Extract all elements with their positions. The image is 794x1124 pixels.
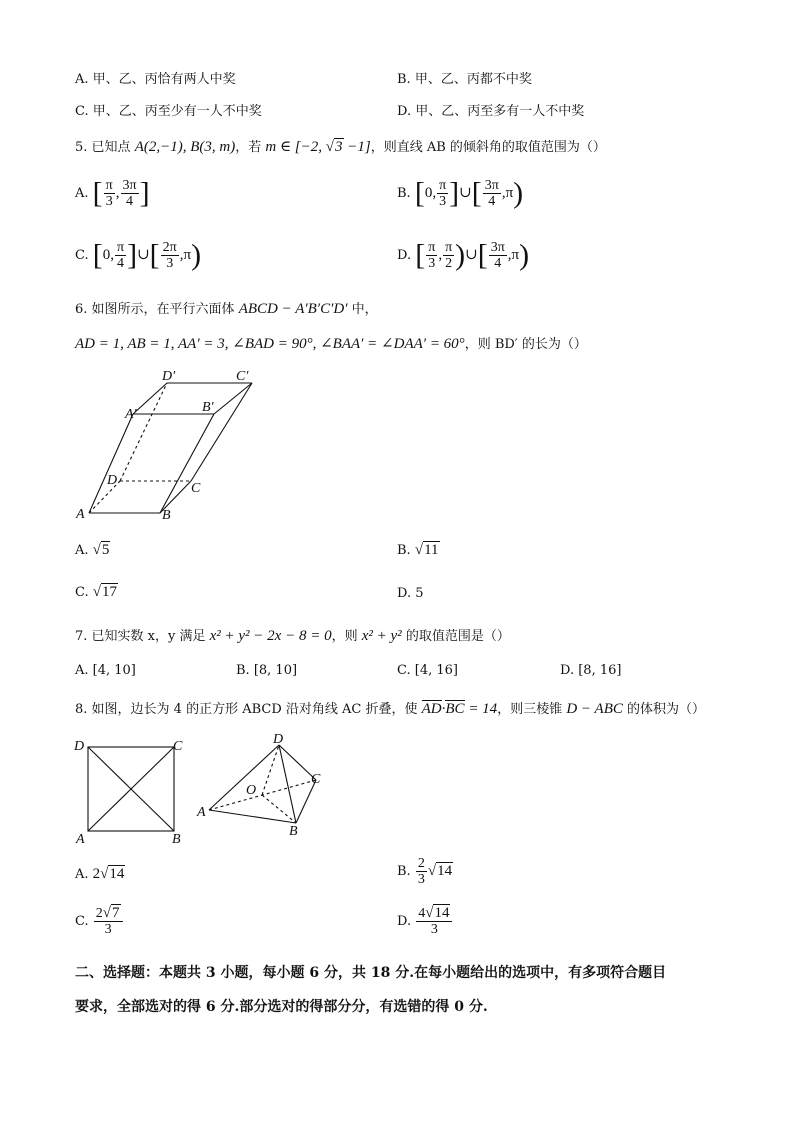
q6-tail: ，则 BD′ 的长为（）: [464, 337, 587, 352]
q8-option-c: C. $\frac{2√7}{3}$: [75, 906, 124, 937]
pyr-label-c: C: [311, 772, 321, 787]
q5-stem: [75, 136, 606, 156]
q5-option-d: D. [ $\frac{\pi}{3}$ , $\frac{\pi}{2}$ )∪[ $\frac{3\pi}{4}$ ,π): [397, 238, 530, 272]
q8-option-b: B. $\frac{2}{3}$ √14: [397, 856, 453, 887]
q8-stem: [75, 698, 705, 718]
q5-cond-radicand: 3: [335, 139, 343, 155]
q5-option-c: C. [0, $\frac{\pi}{4}$ ]∪[ $\frac{2\pi}{3}$ ,π): [75, 238, 202, 272]
q6-option-a: A. √5: [75, 542, 110, 558]
q7-tail: 的取值范围是（）: [405, 629, 510, 644]
pyr-label-b: B: [289, 824, 298, 839]
section2-line2: 要求，全部选对的得 6 分.部分选对的得部分分，有选错的得 0 分.: [75, 999, 488, 1015]
q7-option-d: D. [8, 16]: [560, 663, 622, 678]
q5-number: 5. 已知点: [75, 140, 131, 155]
q6-condition: AD = 1, AB = 1, AA′ = 3, ∠BAD = 90°, ∠BAA′ = ∠DAA′ = 60°: [75, 336, 465, 352]
q4-option-c: C. 甲、乙、丙至少有一人不中奖: [75, 104, 262, 119]
q8-mid: ，则三棱锥: [497, 702, 563, 717]
q8-number: 8. 如图，边长为 4 的正方形 ABCD 沿对角线 AC 折叠，使: [75, 702, 418, 717]
q7-mid: ，则: [331, 629, 358, 644]
q7-equation: x² + y² − 2x − 8 = 0: [209, 628, 332, 644]
sq-label-c: C: [173, 739, 183, 754]
q4-option-d: D. 甲、乙、丙至多有一人不中奖: [397, 104, 585, 119]
q4-option-a: A. 甲、乙、丙恰有两人中奖: [75, 72, 236, 87]
label-c-prime: C′: [236, 369, 249, 384]
q6-option-d: D. 5: [397, 586, 424, 601]
pyr-label-o: O: [246, 783, 257, 798]
parallelepiped-figure: [70, 368, 290, 524]
label-c: C: [191, 481, 201, 496]
label-b: B: [162, 508, 171, 523]
q5-mid: ，若: [235, 140, 262, 155]
section2-line1: 二、选择题：本题共 3 小题，每小题 6 分，共 18 分.在每小题给出的选项中，有多项符合题目: [75, 965, 667, 981]
q7-stem: [75, 625, 510, 645]
q6-solid: ABCD − A′B′C′D′: [238, 301, 348, 317]
sq-label-a: A: [76, 832, 85, 847]
label-a-prime: A′: [125, 407, 137, 422]
q7-option-a: A. [4, 10]: [75, 663, 136, 678]
label-a: A: [76, 507, 85, 522]
label-d: D: [107, 473, 118, 488]
q5-tail: ，则直线 AB 的倾斜角的取值范围为（）: [370, 140, 606, 155]
q8-option-a: A. 2√14: [75, 866, 125, 882]
pyr-label-a: A: [197, 805, 206, 820]
q7-number: 7. 已知实数 x，y 满足: [75, 629, 206, 644]
square-fold-figure: [70, 730, 340, 850]
q7-option-b: B. [8, 10]: [236, 663, 298, 678]
label-d-prime: D′: [162, 369, 176, 384]
q4-option-b: B. 甲、乙、丙都不中奖: [397, 72, 532, 87]
q6-stem-line1: [75, 298, 378, 318]
sq-label-b: B: [172, 832, 181, 847]
pyr-label-d: D: [273, 732, 284, 747]
q5-points: A(2,−1), B(3, m): [134, 139, 236, 155]
q6-stem-line2: [75, 333, 587, 353]
q7-option-c: C. [4, 16]: [397, 663, 458, 678]
q5-option-b: B. [0, $\frac{\pi}{3}$ ]∪[ $\frac{3\pi}{4}$ ,π): [397, 176, 524, 210]
q5-condition: m ∈ [−2, √3 −1]: [265, 139, 371, 155]
q6-option-c: C. √17: [75, 584, 117, 600]
q6-number: 6. 如图所示，在平行六面体: [75, 302, 235, 317]
q8-tail: 的体积为（）: [627, 702, 706, 717]
q6-option-b: B. √11: [397, 542, 439, 558]
q8-dot-product: AD·BC = 14: [421, 701, 498, 717]
label-b-prime: B′: [202, 400, 214, 415]
q8-option-d: D. $\frac{4√14}{3}$: [397, 906, 453, 937]
q5-option-a: A. [ $\frac{\pi}{3}$ , $\frac{3\pi}{4}$ ]: [75, 176, 150, 210]
q6-zh: 中，: [351, 302, 378, 317]
q7-expression: x² + y²: [361, 628, 402, 644]
q8-pyramid: D − ABC: [566, 701, 623, 717]
sq-label-d: D: [74, 739, 85, 754]
